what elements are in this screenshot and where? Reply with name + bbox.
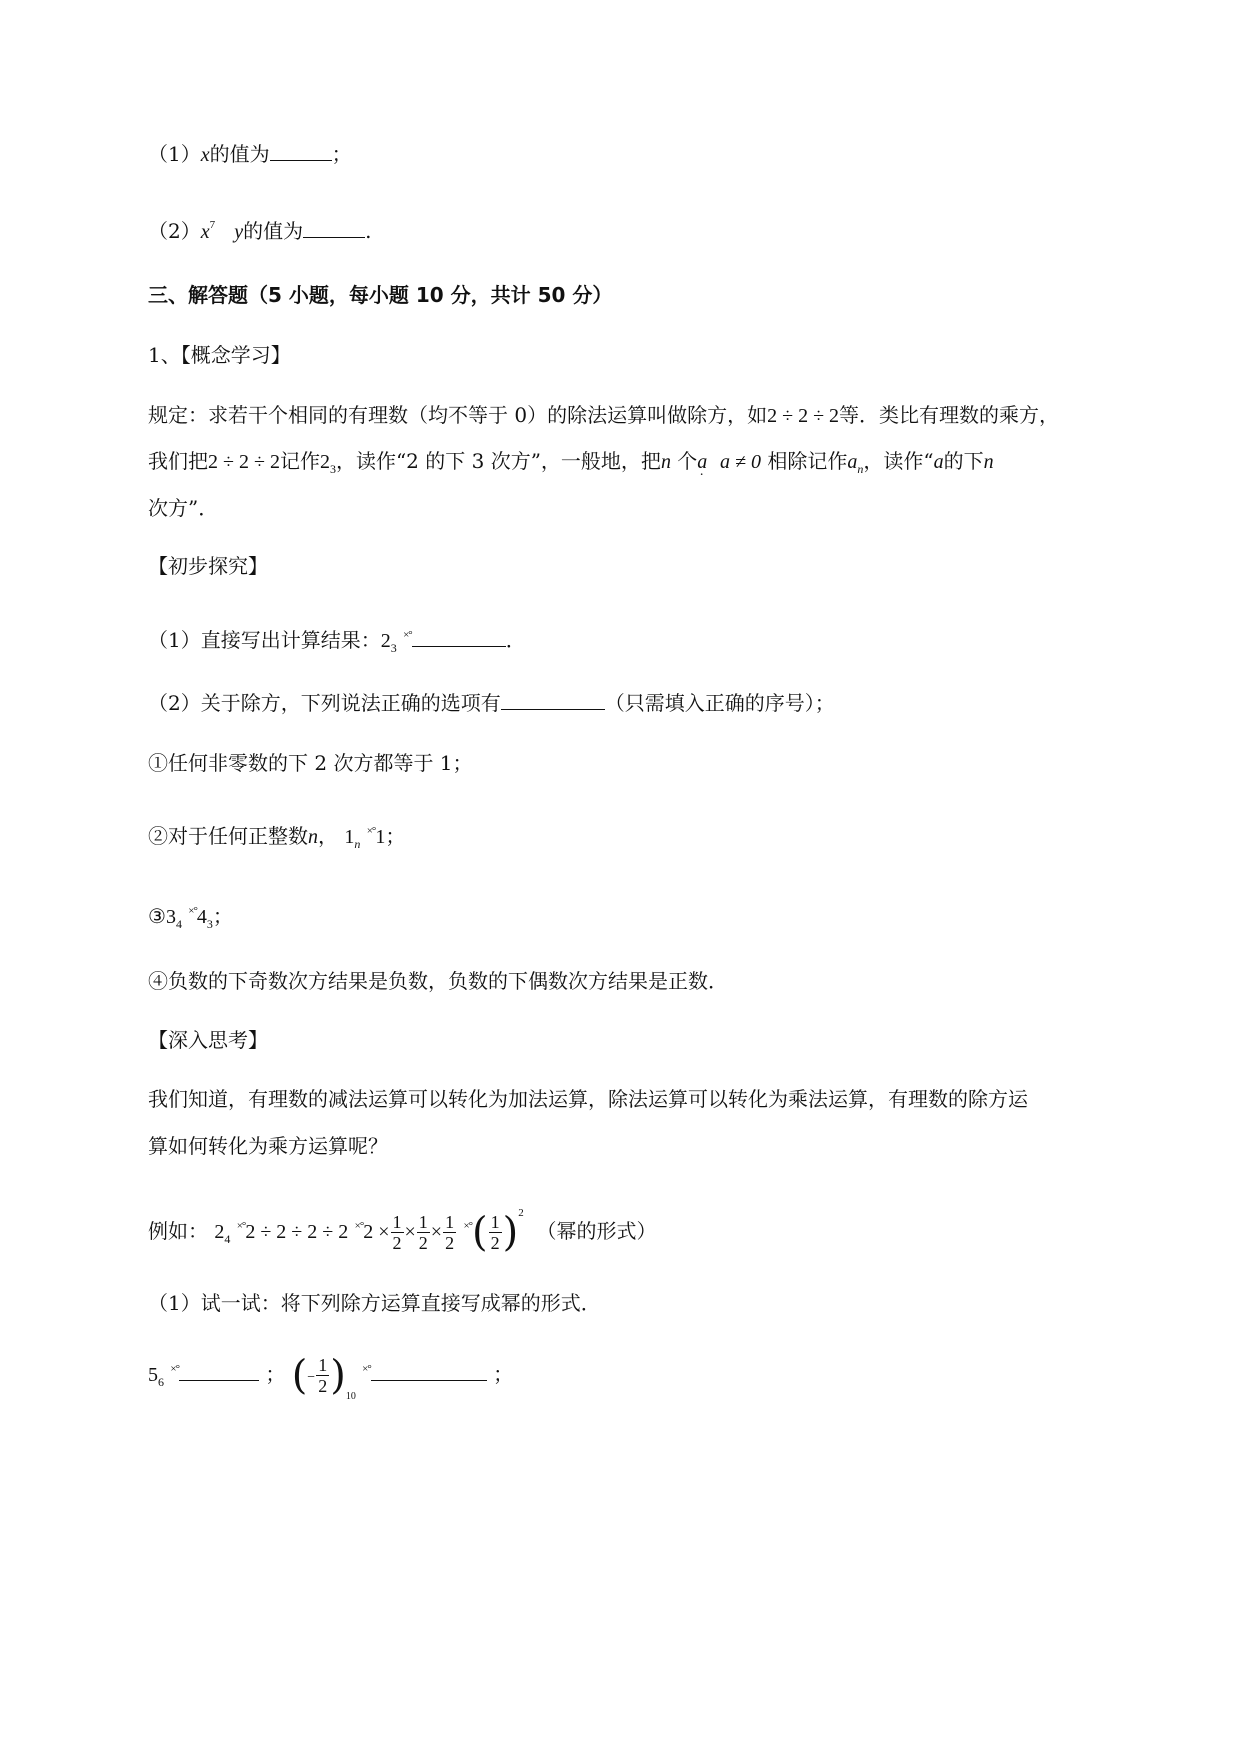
math-var: a: [933, 451, 944, 473]
try-line: （1）试一试：将下列除方运算直接写成幂的形式．: [148, 1291, 601, 1315]
math-base: 3: [165, 906, 176, 928]
denominator: 2: [318, 1376, 328, 1396]
fraction: [489, 1212, 502, 1253]
fraction: [316, 1355, 329, 1396]
punct: ；: [212, 904, 233, 928]
equals-glyph: ×°: [403, 629, 412, 641]
explore-tag: 【初步探究】: [148, 554, 268, 578]
text: 规定：求若干个相同的有理数（均不等于 0）的除法运算叫做除方，如: [148, 403, 768, 427]
denominator: 2: [418, 1233, 428, 1253]
rule-line-1: [148, 402, 1059, 429]
math-expr: 2 ÷ 2 ÷ 2: [208, 451, 280, 473]
item-text: 的值为: [243, 219, 304, 243]
fraction: [391, 1212, 404, 1253]
math-subscript: 3: [329, 462, 336, 476]
prev-question-1: [148, 141, 352, 168]
example-line: [148, 1190, 657, 1256]
right-paren: ): [502, 1209, 519, 1256]
equals-glyph: ×°: [188, 905, 197, 917]
answer-blank: [412, 628, 506, 647]
deep-tag: 【深入思考】: [148, 1028, 268, 1052]
math-base: 4: [196, 906, 207, 928]
problem-title: [148, 342, 291, 368]
punct: ．: [505, 628, 526, 652]
deep-line-2: 算如何转化为乘方运算呢？: [148, 1134, 388, 1158]
math-subscript: 6: [158, 1375, 164, 1389]
problem-number: 1、: [148, 343, 181, 367]
rule-line-3: 次方”．: [148, 496, 219, 520]
text: （只需填入正确的序号）；: [604, 691, 835, 715]
try-exercises: [148, 1342, 514, 1402]
punct: ，: [318, 824, 338, 848]
math-subscript: 3: [390, 641, 397, 655]
math-base: 2: [319, 451, 330, 473]
text: 相除记作: [767, 449, 848, 473]
math-base: 5: [148, 1364, 158, 1386]
numerator: 1: [392, 1212, 402, 1232]
math-base: 2: [214, 1221, 225, 1243]
punct: .: [365, 219, 372, 243]
text: （幂的形式）: [536, 1219, 657, 1243]
text: ③: [148, 904, 166, 928]
fraction: [443, 1212, 456, 1253]
denominator: 2: [445, 1233, 455, 1253]
deep-line-1: 我们知道，有理数的减法运算可以转化为加法运算，除法运算可以转化为乘法运算，有理数的除方运: [148, 1087, 1028, 1111]
answer-blank: [270, 142, 332, 161]
answer-blank: [303, 219, 365, 238]
text: 记作: [279, 449, 320, 473]
punct: ；: [493, 1362, 514, 1386]
equals-glyph: ×°: [354, 1220, 364, 1232]
option-2: [148, 818, 405, 857]
punct: ；: [331, 142, 352, 166]
punct: ；: [265, 1362, 286, 1386]
text: 等．类比有理数的乘方，: [839, 403, 1060, 427]
math-subscript: 4: [175, 917, 182, 931]
times: ×: [430, 1221, 443, 1243]
equals-glyph: ×°: [366, 825, 376, 837]
equals-glyph: ×°: [170, 1363, 179, 1375]
math-value: 1: [375, 826, 386, 848]
item-number: （2）: [148, 219, 201, 243]
math-subscript: n: [354, 837, 361, 851]
math-subscript: 3: [206, 917, 213, 931]
answer-blank: [501, 691, 605, 710]
math-var: a .: [697, 451, 707, 473]
math-var: n: [983, 451, 994, 473]
punct: ；: [385, 824, 406, 848]
right-paren: ): [330, 1352, 346, 1399]
math-expr: 2 ÷ 2 ÷ 2 ÷ 2: [245, 1221, 349, 1243]
math-var: x: [200, 144, 210, 166]
section-heading: 三、解答题（5 小题，每小题 10 分，共计 50 分）: [148, 283, 613, 307]
math-subscript: n: [857, 462, 864, 476]
math-var: y: [234, 221, 244, 243]
equals-glyph: ×°: [463, 1220, 473, 1232]
math-subscript: 10: [345, 1391, 356, 1402]
item-text: 的值为: [209, 142, 270, 166]
text: ，读作“: [863, 449, 934, 473]
option-3: [148, 898, 233, 937]
option-1: ①任何非零数的下 2 次方都等于 1；: [148, 751, 473, 775]
equals-glyph: ×°: [236, 1220, 246, 1232]
numerator: 1: [490, 1212, 500, 1232]
left-paren: (: [472, 1209, 488, 1256]
text: （2）关于除方，下列说法正确的选项有: [148, 691, 501, 715]
math-exponent: 2: [518, 1207, 524, 1219]
section-tag: 【概念学习】: [180, 343, 291, 367]
math-var: x: [200, 221, 210, 243]
text: 个: [677, 449, 698, 473]
math-base: a: [847, 451, 858, 473]
times: ×: [404, 1221, 416, 1243]
prev-question-2: [148, 212, 371, 245]
explore-q1: [148, 622, 526, 661]
option-4: ④负数的下奇数次方结果是负数，负数的下偶数次方结果是正数．: [148, 969, 728, 993]
left-paren: (: [291, 1352, 308, 1399]
answer-blank: [371, 1362, 487, 1381]
math-expr: 2 ÷ 2 ÷ 2: [767, 405, 840, 427]
text: 例如：: [148, 1219, 208, 1243]
fraction: [417, 1212, 430, 1253]
explore-q2: [148, 690, 835, 716]
math-exponent: 7: [209, 219, 216, 231]
math-var: n: [660, 451, 671, 473]
math-base: 2: [380, 630, 391, 652]
numerator: 1: [418, 1212, 428, 1232]
text: 的下: [943, 449, 984, 473]
math-var: n: [308, 826, 318, 848]
minus-sign: −: [307, 1370, 316, 1385]
equals-glyph: ×°: [362, 1363, 371, 1375]
numerator: 1: [445, 1212, 455, 1232]
numerator: 1: [318, 1355, 328, 1375]
math-condition: a ≠ 0: [720, 451, 761, 473]
rule-line-2: [148, 448, 994, 482]
text: 我们把: [148, 449, 208, 473]
math-base: 1: [344, 826, 355, 848]
math-subscript: 4: [224, 1232, 231, 1246]
denominator: 2: [490, 1233, 500, 1253]
text: ②对于任何正整数: [148, 824, 308, 848]
text: （1）直接写出计算结果：: [148, 628, 381, 652]
denominator: 2: [392, 1233, 402, 1253]
answer-blank: [179, 1362, 259, 1381]
math-expr: 2 ×: [363, 1221, 390, 1243]
item-number: （1）: [148, 142, 201, 166]
text: ，读作“2 的下 3 次方”，一般地，把: [335, 449, 661, 473]
